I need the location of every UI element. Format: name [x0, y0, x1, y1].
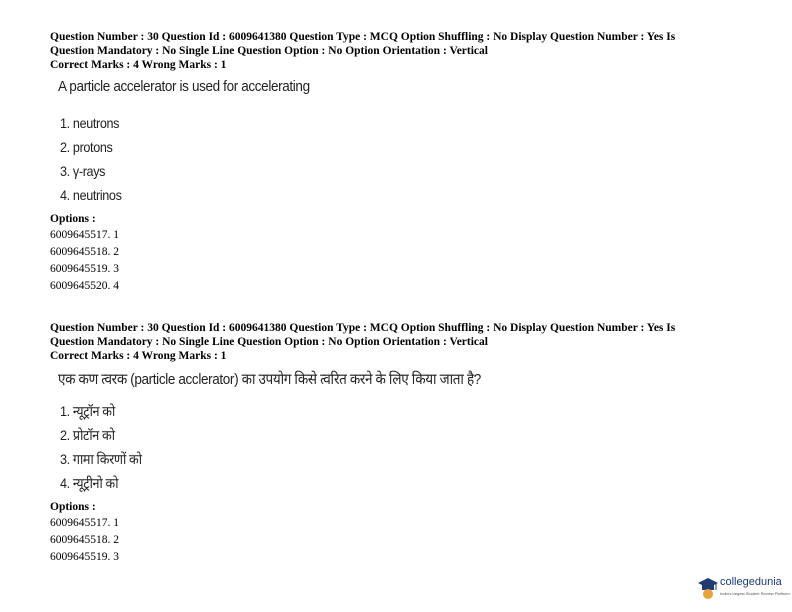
choice-item: 1. neutrons — [60, 115, 120, 131]
question-block-2 — [50, 321, 750, 566]
option-id: 6009645517. 1 — [50, 229, 119, 241]
option-id: 6009645518. 2 — [50, 534, 119, 546]
meta-line-1: Question Number : 30 Question Id : 6009641380 Question Type : MCQ Option Shuffling : No Display Question Number : Yes Is — [50, 322, 676, 334]
question-meta — [50, 321, 750, 363]
choice-item: 3. गामा किरणों को — [60, 451, 142, 467]
choice-item: 2. protons — [60, 139, 113, 155]
options-label: Options : — [50, 501, 96, 513]
option-id: 6009645517. 1 — [50, 517, 119, 529]
question-meta — [50, 30, 750, 72]
choice-item: 4. न्यूट्रीनो को — [60, 475, 119, 491]
choice-item: 4. neutrinos — [60, 187, 122, 203]
choice-list — [60, 111, 750, 207]
graduation-cap-icon — [698, 576, 718, 600]
question-text: A particle accelerator is used for accelerating — [58, 78, 310, 95]
marks-line: Correct Marks : 4 Wrong Marks : 1 — [50, 59, 227, 71]
option-id: 6009645520. 4 — [50, 280, 119, 292]
marks-line: Correct Marks : 4 Wrong Marks : 1 — [50, 350, 227, 362]
meta-line-1: Question Number : 30 Question Id : 6009641380 Question Type : MCQ Option Shuffling : No Display Question Number : Yes Is — [50, 31, 676, 43]
options-label: Options : — [50, 213, 96, 225]
meta-line-2: Question Mandatory : No Single Line Question Option : No Option Orientation : Vertical — [50, 45, 488, 57]
option-id: 6009645519. 3 — [50, 551, 119, 563]
option-id: 6009645518. 2 — [50, 246, 119, 258]
choice-list — [60, 399, 750, 495]
logo-tagline: India's largest Student Review Platform — [720, 591, 790, 596]
choice-item: 1. न्यूट्रॉन को — [60, 403, 115, 419]
meta-line-2: Question Mandatory : No Single Line Question Option : No Option Orientation : Vertical — [50, 336, 488, 348]
choice-item: 3. γ-rays — [60, 163, 106, 179]
logo-wordmark: collegedunia — [720, 576, 782, 588]
choice-item: 2. प्रोटॉन को — [60, 427, 115, 443]
question-block-1 — [50, 30, 750, 295]
question-text: एक कण त्वरक (particle acclerator) का उपयोग किसे त्वरित करने के लिए किया जाता है? — [58, 371, 481, 388]
collegedunia-logo[interactable] — [698, 572, 792, 604]
option-id: 6009645519. 3 — [50, 263, 119, 275]
